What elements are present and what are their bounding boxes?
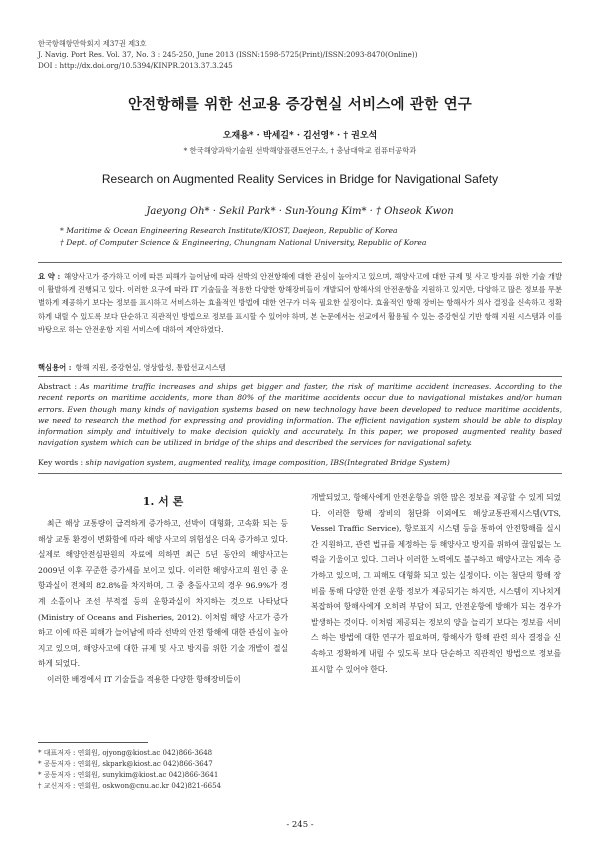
abstract-korean-label: 요 약 : [38, 272, 61, 281]
footnote: * 공동저자 : 연회원, sunykim@kiost.ac 042)866-3641 [38, 771, 219, 780]
divider [38, 376, 562, 377]
journal-citation: J. Navig. Port Res. Vol. 37, No. 3 : 245-250, June 2013 (ISSN:1598-5725(Print)/ISSN:2093-8470(Online)) [38, 50, 418, 59]
abstract-korean [38, 270, 562, 336]
paper-title-korean: 안전항해를 위한 선교용 증강현실 서비스에 관한 연구 [127, 96, 473, 113]
body-paragraph: 개발되었고, 항해사에게 안전운항을 위한 많은 정보를 제공할 수 있게 되었다. 이러한 항해 장비의 첨단화 이외에도 해상교통관제시스템(VTS, Vessel Traffic Service), 항로표지 시스템 등을 통하여 안전항해를 실시간 지원하고, 관련 법규를 제정하는 등 해양사고 방지를 위하여 끊임없는 노력을 기울이고 있다. 그러나 이러한 노력에도 불구하고 해양사고는 계속 증가하고 있으며, 그 피해도 대형화 되고 있는 실정이다. 이는 첨단의 항해 장비를 통해 다양한 안전 운항 정보가 제공되기는 하지만, 시스템이 지나치게 복잡하여 항해사에게 오히려 부담이 되고, 안전운항에 방해가 되는 경우가 발생하는 것이다. 이처럼 제공되는 정보의 양을 늘리기 보다는 정보를 서비스 하는 방법에 대한 연구가 필요하며, 항해사가 항해 관련 의사 결정을 신속하고 정확하게 내릴 수 있도록 보다 단순하고 직관적인 방법으로 정보를 표시할 수 있어야 한다. [311, 493, 561, 674]
body-column-right [311, 490, 561, 677]
body-column-left [38, 516, 288, 688]
affiliation-line: † Dept. of Computer Science & Engineering, Chungnam National University, Republic of Korea [60, 238, 427, 247]
affiliation-korean: * 한국해양과학기술원 선박해양플랜트연구소, † 충남대학교 컴퓨터공학과 [183, 146, 417, 155]
footnote: * 공동저자 : 연회원, skpark@kiost.ac 042)866-3647 [38, 760, 213, 769]
affiliation-english [60, 225, 550, 249]
section-heading: 1. 서 론 [142, 495, 184, 508]
abstract-english-text: As maritime traffic increases and ships get bigger and faster, the risk of maritime accident increases. According to the recent reports on maritime accidents, more than 80% of the maritime accidents occur due to navigational mistakes and/or human errors. Even though many kinds of navigation systems based on new technology have been developed to reduce maritime accidents, we need to research the method for expressing and providing information. The efficient navigation system should be able to display information simply and intuitively to make decision quickly and accurately. In this paper, we proposed augmented reality based navigation system which can be utilized in bridge of the ships and described the services for navigational safety. [38, 382, 562, 448]
journal-name: 한국항해항만학회지 제37권 제3호 [38, 39, 147, 48]
footnote: * 대표저자 : 연회원, ojyong@kiost.ac 042)866-3648 [38, 749, 213, 757]
abstract-english [38, 381, 562, 449]
journal-header [38, 38, 558, 71]
keywords-english-label: Key words : [38, 458, 84, 467]
authors-english: Jaeyong Oh* · Sekil Park* · Sun-Young Kim* · † Ohseok Kwon [146, 206, 454, 217]
footnotes [38, 748, 298, 792]
doi-link[interactable]: DOI : http://dx.doi.org/10.5394/KINPR.2013.37.3.245 [38, 61, 233, 70]
abstract-korean-text: 해양사고가 증가하고 이에 따른 피해가 늘어남에 따라 선박의 안전항해에 대한 관심이 높아지고 있으며, 해양사고에 대한 규제 및 사고 방지를 위한 기술 개발이 활발하게 진행되고 있다. 이러한 요구에 따라 IT 기술들을 적용한 다양한 항해장비들이 개발되어 항해사의 안전운항을 지원하고 있지만, 다양하고 많은 정보를 무분별하게 제공하기 보다는 정보를 표시하고 서비스하는 효율적인 방법에 대한 연구가 더욱 필요한 실정이다. 효율적인 항해 장비는 항해사가 의사 결정을 신속하고 정확하게 내릴 수 있도록 보다 단순하고 직관적인 방법으로 정보를 표시할 수 있어야 하며, 본 논문에서는 선교에서 활용될 수 있는 증강현실 기반 항해 지원 시스템과 이를 바탕으로 하는 안전운항 지원 서비스에 대하여 제안하였다. [38, 272, 562, 334]
footnote: † 교신저자 : 연회원, oskwon@cnu.ac.kr 042)821-6654 [38, 782, 222, 791]
paper-title-english: Research on Augmented Reality Services in Bridge for Navigational Safety [101, 172, 499, 186]
divider [38, 262, 562, 263]
keywords-english [38, 458, 562, 467]
footnote-divider [38, 742, 148, 743]
page-number: - 245 - [286, 820, 314, 830]
body-paragraph: 최근 해상 교통량이 급격하게 증가하고, 선박이 대형화, 고속화 되는 등 해상 교통 환경이 변화함에 따라 해양 사고의 위험성은 더욱 증가하고 있다. 실제로 해양안전심판원의 자료에 의하면 최근 5년 동안의 해양사고는 2009년 이후 꾸준한 증가세를 보이고 있다. 이러한 해양사고의 원인 중 운항과실이 전체의 82.8%를 차지하며, 그 중 충돌사고의 경우 96.9%가 경계 소홀이나 조선 부적절 등의 운항과실이 차지하는 것으로 나타났다(Ministry of Oceans and Fisheries, 2012). 이처럼 해양 사고가 증가하고 이에 따른 피해가 늘어남에 따라 선박의 안전 항해에 대한 관심이 높아지고 있으며, 해양사고에 대한 규제 및 사고 방지를 위한 기술 개발이 절실하게 되었다. [38, 519, 288, 669]
keywords-korean [38, 363, 562, 373]
body-paragraph: 이러한 배경에서 IT 기술들을 적용한 다양한 항해장비들이 [47, 674, 241, 684]
keywords-korean-text: 항해 지원, 증강현실, 영상합성, 통합선교시스템 [75, 363, 226, 372]
affiliation-line: * Maritime & Ocean Engineering Research Institute/KIOST, Daejeon, Republic of Korea [60, 226, 398, 235]
abstract-english-label: Abstract : [38, 382, 78, 391]
keywords-korean-label: 핵심용어 : [38, 363, 72, 372]
divider [38, 473, 562, 474]
authors-korean: 오재용* · 박세길* · 김선영* · † 권오석 [222, 131, 378, 141]
keywords-english-text: ship navigation system, augmented reality, image composition, IBS(Integrated Bridge System) [85, 458, 450, 467]
